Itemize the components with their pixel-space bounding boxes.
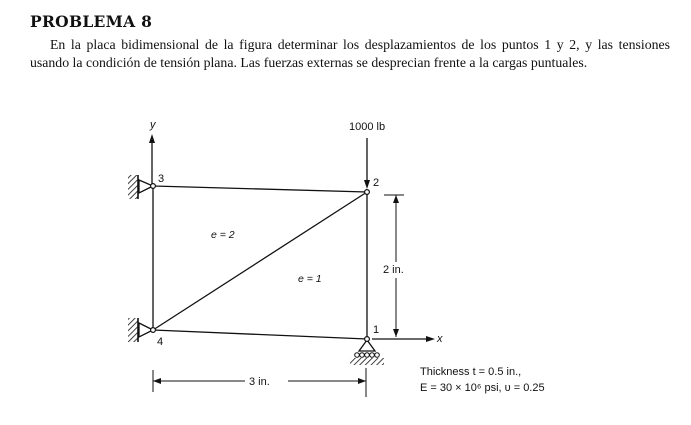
element-2-label: e = 2 xyxy=(211,229,235,241)
node-4-label: 4 xyxy=(157,336,164,348)
top-edge xyxy=(153,186,367,192)
node-4-marker xyxy=(151,328,156,333)
dim-width-arrow-right xyxy=(358,378,366,384)
dim-height-arrow-bottom xyxy=(393,329,399,337)
roller-wheel-3 xyxy=(365,353,370,358)
dim-height-label: 2 in. xyxy=(383,264,404,276)
x-axis-arrow xyxy=(426,336,435,342)
node-3-label: 3 xyxy=(158,173,165,185)
wall-support-bottom xyxy=(128,318,138,342)
dim-height-arrow-top xyxy=(393,195,399,203)
load-label: 1000 lb xyxy=(349,121,386,133)
element-1-label: e = 1 xyxy=(298,273,322,285)
node-2-marker xyxy=(365,190,370,195)
roller-wheel-5 xyxy=(375,353,380,358)
roller-wheel-4 xyxy=(370,353,375,358)
roller-wheel-1 xyxy=(355,353,360,358)
node-1-marker xyxy=(365,337,370,342)
y-axis-label: y xyxy=(150,119,156,131)
x-axis-label: x xyxy=(437,333,443,345)
dim-width-arrow-left xyxy=(153,378,161,384)
problem-title: PROBLEMA 8 xyxy=(30,12,153,31)
load-arrow-head xyxy=(364,180,370,189)
bottom-edge xyxy=(153,330,367,339)
node-3-marker xyxy=(151,184,156,189)
node-2-label: 2 xyxy=(373,177,380,189)
problem-statement: En la placa bidimensional de la figura determinar los desplazamientos de los puntos 1 y 2, y las tensiones usando la condición de tensión plana. Las fuerzas externas se desprecian frente a la cargas puntuales. xyxy=(30,37,670,70)
material-label: E = 30 × 10⁶ psi, υ = 0.25 xyxy=(420,382,545,394)
node-1-label: 1 xyxy=(373,324,380,336)
diagonal-edge xyxy=(153,192,367,330)
roller-wheel-2 xyxy=(360,353,365,358)
dim-width-label: 3 in. xyxy=(249,376,270,388)
roller-ground xyxy=(350,358,384,365)
wall-support-top xyxy=(128,175,138,199)
y-axis-arrow xyxy=(149,134,155,143)
thickness-label: Thickness t = 0.5 in., xyxy=(420,366,522,378)
